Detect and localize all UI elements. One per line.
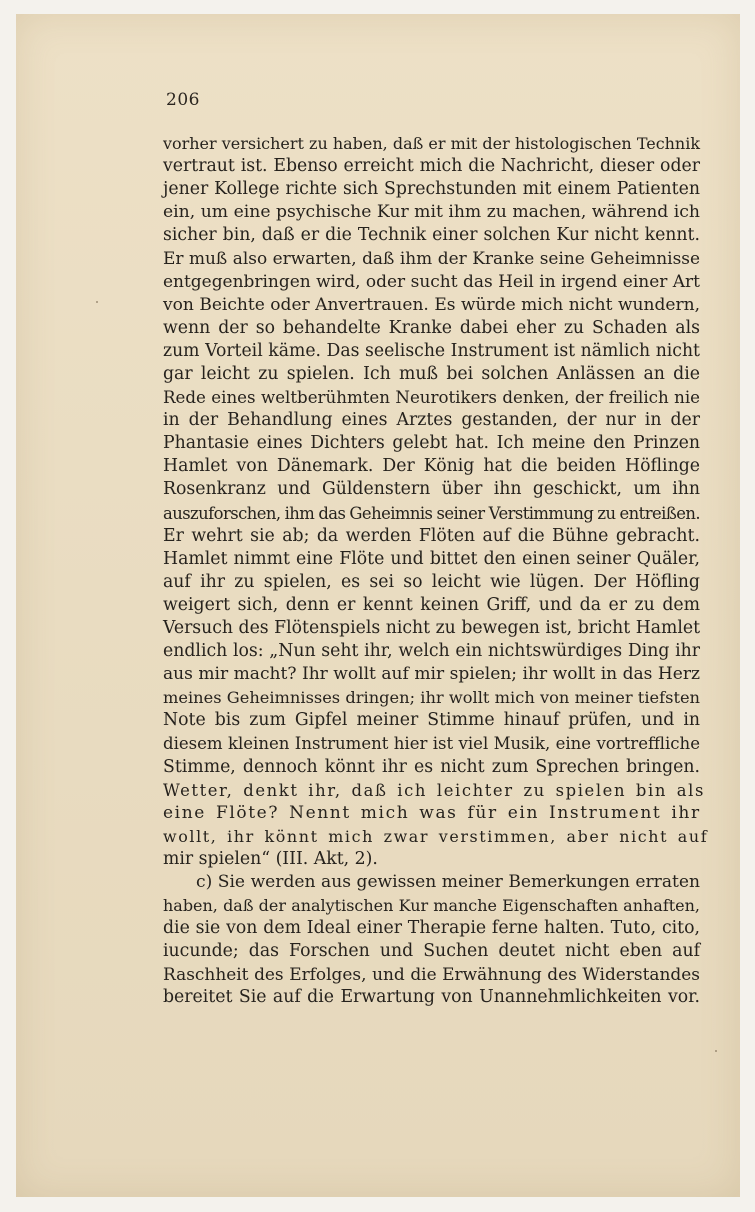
text-line: eine Flöte? Nennt mich was für ein Instrument ihr bbox=[163, 802, 701, 823]
text-line: auszuforschen, ihm das Geheimnis seiner Verstimmung zu entreißen. bbox=[163, 503, 700, 523]
text-line: zum Vorteil käme. Das seelische Instrument ist nämlich nicht bbox=[163, 340, 700, 361]
text-line: Versuch des Flötenspiels nicht zu bewegen ist, bricht Hamlet bbox=[163, 617, 700, 638]
text-line: wollt, ihr könnt mich zwar verstimmen, aber nicht auf bbox=[163, 826, 709, 846]
text-line: Wetter, denkt ihr, daß ich leichter zu spielen bin als bbox=[163, 780, 705, 800]
text-line: vertraut ist. Ebenso erreicht mich die Nachricht, dieser oder bbox=[163, 156, 700, 177]
text-line: weigert sich, denn er kennt keinen Griff, und da er zu dem bbox=[163, 594, 700, 615]
text-line: sicher bin, daß er die Technik einer solchen Kur nicht kennt. bbox=[163, 225, 700, 246]
text-line: mir spielen“ (III. Akt, 2). bbox=[163, 848, 378, 869]
paper-speck bbox=[715, 1050, 717, 1052]
body-text bbox=[163, 132, 709, 1010]
text-line: Hamlet nimmt eine Flöte und bittet den einen seiner Quäler, bbox=[163, 548, 700, 569]
text-line: aus mir macht? Ihr wollt auf mir spielen; ihr wollt in das Herz bbox=[163, 664, 700, 685]
text-line: endlich los: „Nun seht ihr, welch ein nichtswürdiges Ding ihr bbox=[163, 641, 700, 662]
text-line: Hamlet von Dänemark. Der König hat die beiden Höflinge bbox=[163, 456, 700, 477]
text-line: Er wehrt sie ab; da werden Flöten auf die Bühne gebracht. bbox=[163, 525, 700, 546]
text-line: diesem kleinen Instrument hier ist viel Musik, eine vortreffliche bbox=[163, 734, 700, 754]
text-line: Er muß also erwarten, daß ihm der Kranke seine Geheimnisse bbox=[163, 248, 700, 269]
text-line: Rosenkranz und Güldenstern über ihn geschickt, um ihn bbox=[163, 479, 700, 500]
text-line: Raschheit des Erfolges, und die Erwähnung des Widerstandes bbox=[163, 964, 700, 985]
text-line: c) Sie werden aus gewissen meiner Bemerkungen erraten bbox=[196, 872, 700, 892]
text-line: vorher versichert zu haben, daß er mit der histologischen Technik bbox=[163, 134, 700, 153]
text-line: von Beichte oder Anvertrauen. Es würde mich nicht wundern, bbox=[163, 294, 700, 315]
text-line: Note bis zum Gipfel meiner Stimme hinauf prüfen, und in bbox=[163, 710, 700, 731]
text-line: bereitet Sie auf die Erwartung von Unannehmlichkeiten vor. bbox=[163, 987, 700, 1008]
text-line: meines Geheimnisses dringen; ihr wollt mich von meiner tiefsten bbox=[163, 688, 700, 708]
text-line: ein, um eine psychische Kur mit ihm zu machen, während ich bbox=[163, 202, 700, 223]
text-line: jener Kollege richte sich Sprechstunden mit einem Patienten bbox=[163, 179, 700, 200]
text-line: die sie von dem Ideal einer Therapie ferne halten. Tuto, cito, bbox=[163, 918, 700, 939]
page-number: 206 bbox=[166, 90, 200, 110]
text-line: Stimme, dennoch könnt ihr es nicht zum Sprechen bringen. bbox=[163, 756, 700, 777]
text-line: wenn der so behandelte Kranke dabei eher zu Schaden als bbox=[163, 317, 700, 338]
text-line: in der Behandlung eines Arztes gestanden, der nur in der bbox=[163, 410, 700, 431]
text-line: iucunde; das Forschen und Suchen deutet nicht eben auf bbox=[163, 941, 700, 962]
text-line: haben, daß der analytischen Kur manche Eigenschaften anhaften, bbox=[163, 896, 700, 916]
text-line: auf ihr zu spielen, es sei so leicht wie lügen. Der Höfling bbox=[163, 571, 700, 592]
paper-speck bbox=[96, 301, 98, 303]
text-line: Phantasie eines Dichters gelebt hat. Ich meine den Prinzen bbox=[163, 433, 700, 454]
text-line: entgegenbringen wird, oder sucht das Heil in irgend einer Art bbox=[163, 271, 700, 292]
text-line: Rede eines weltberühmten Neurotikers denken, der freilich nie bbox=[163, 388, 700, 408]
text-line: gar leicht zu spielen. Ich muß bei solchen Anlässen an die bbox=[163, 363, 700, 384]
